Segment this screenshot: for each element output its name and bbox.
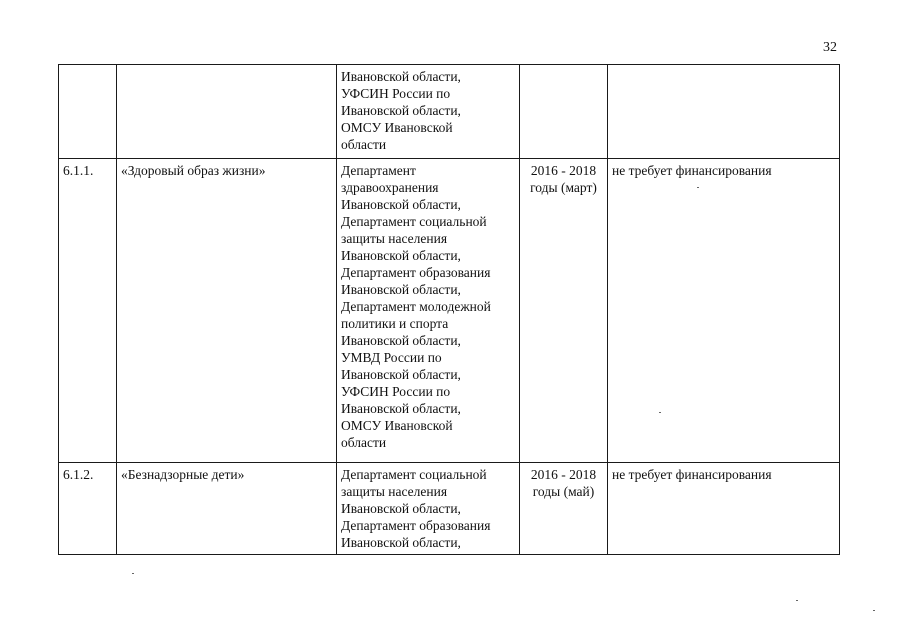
- executor-line: ОМСУ Ивановской: [341, 418, 453, 433]
- term-cell: [520, 65, 608, 159]
- row-number-cell: [59, 65, 117, 159]
- executor-line: Департамент молодежной: [341, 299, 491, 314]
- executor-line: области: [341, 435, 387, 450]
- executors-cell: [337, 463, 520, 555]
- table-row: [59, 65, 840, 159]
- event-name-cell: «Безнадзорные дети»: [117, 463, 337, 555]
- term-detail: годы (март): [530, 180, 597, 195]
- event-name-cell: [117, 65, 337, 159]
- executor-line: УМВД России по: [341, 350, 442, 365]
- scan-speck: [697, 187, 699, 188]
- executor-line: Ивановской области,: [341, 103, 461, 118]
- plan-table: [58, 64, 840, 555]
- term-years: 2016 - 2018: [530, 163, 597, 178]
- executor-line: Ивановской области,: [341, 69, 461, 84]
- executor-line: Департамент: [341, 163, 416, 178]
- row-number-cell: 6.1.1.: [59, 159, 117, 463]
- executor-line: области: [341, 137, 387, 152]
- executor-line: Департамент социальной: [341, 214, 487, 229]
- table-row: [59, 159, 840, 463]
- executor-line: Ивановской области,: [341, 333, 461, 348]
- scan-speck: [873, 610, 875, 611]
- executor-line: Ивановской области,: [341, 197, 461, 212]
- executor-line: Ивановской области,: [341, 248, 461, 263]
- executor-line: защиты населения: [341, 231, 448, 246]
- term-cell: [520, 463, 608, 555]
- executor-line: Департамент социальной: [341, 467, 487, 482]
- page-number: 32: [823, 40, 837, 55]
- executor-line: Ивановской области,: [341, 401, 461, 416]
- term-detail: годы (май): [532, 484, 595, 499]
- scan-speck: [132, 573, 134, 574]
- executor-line: Департамент образования: [341, 265, 491, 280]
- row-number-cell: 6.1.2.: [59, 463, 117, 555]
- event-name-cell: «Здоровый образ жизни»: [117, 159, 337, 463]
- executor-line: УФСИН России по: [341, 86, 451, 101]
- executor-line: Ивановской области,: [341, 282, 461, 297]
- executor-line: защиты населения: [341, 484, 448, 499]
- table-row: [59, 463, 840, 555]
- executor-line: Департамент образования: [341, 518, 491, 533]
- executors-cell: [337, 65, 520, 159]
- executor-line: ОМСУ Ивановской: [341, 120, 453, 135]
- financing-cell: [608, 65, 840, 159]
- financing-cell: не требует финансирования: [608, 159, 840, 463]
- financing-cell: не требует финансирования: [608, 463, 840, 555]
- executors-cell: [337, 159, 520, 463]
- term-cell: [520, 159, 608, 463]
- term-years: 2016 - 2018: [530, 467, 597, 482]
- executor-line: политики и спорта: [341, 316, 449, 331]
- executor-line: Ивановской области,: [341, 535, 461, 550]
- executor-line: Ивановской области,: [341, 367, 461, 382]
- scan-speck: [659, 412, 661, 413]
- scan-speck: [796, 600, 798, 601]
- executor-line: здравоохранения: [341, 180, 439, 195]
- executor-line: УФСИН России по: [341, 384, 451, 399]
- executor-line: Ивановской области,: [341, 501, 461, 516]
